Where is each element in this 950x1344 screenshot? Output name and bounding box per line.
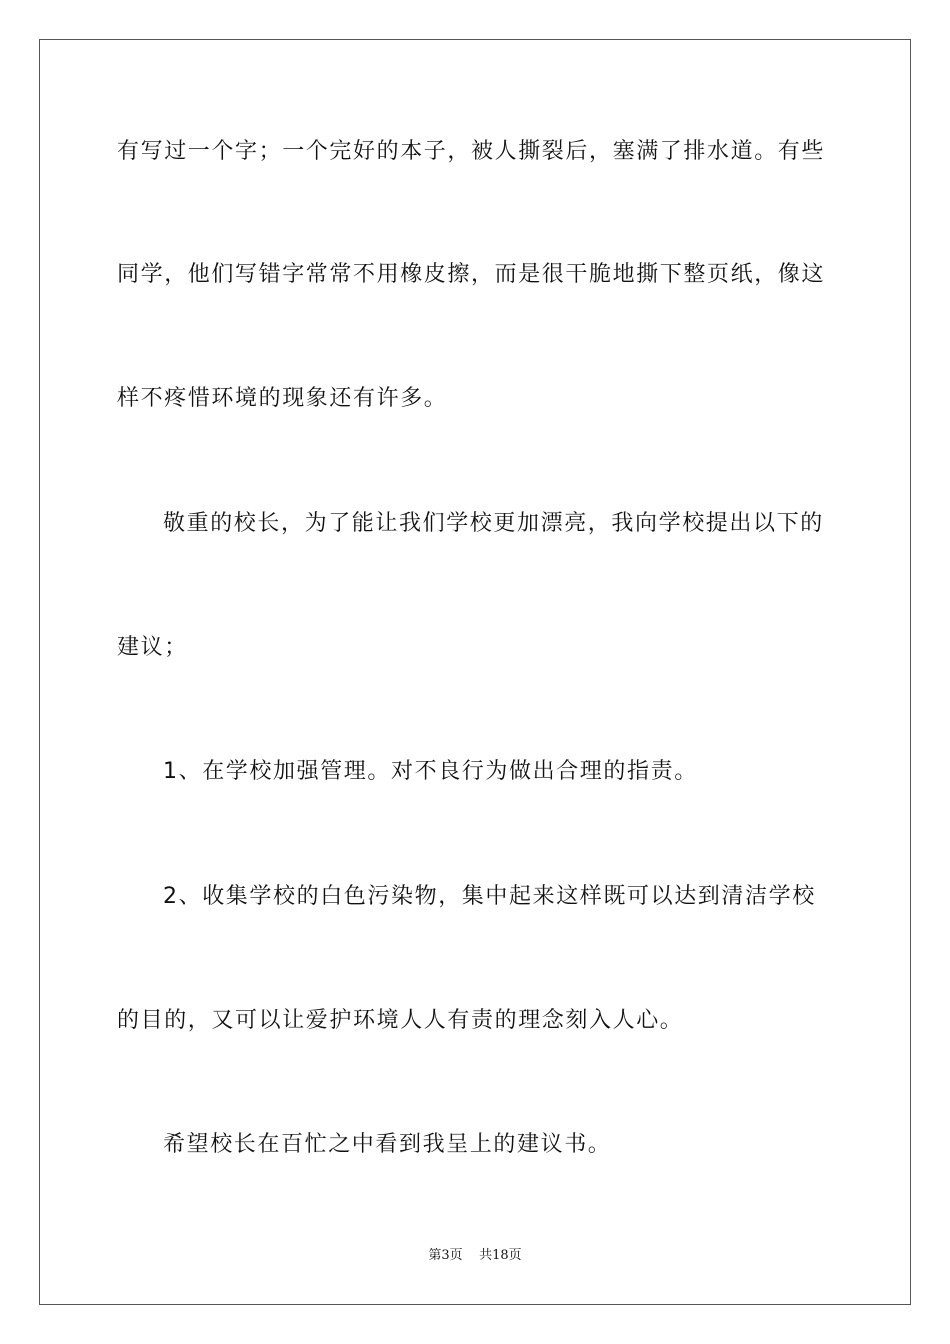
body-text-line: 的目的，又可以让爱护环境人人有责的理念刻入人心。 bbox=[117, 1008, 684, 1033]
list-item-2: 2、收集学校的白色污染物，集中起来这样既可以达到清洁学校 bbox=[163, 884, 816, 909]
body-text-line: 样不疼惜环境的现象还有许多。 bbox=[117, 386, 448, 411]
body-text-line: 建议； bbox=[117, 635, 188, 660]
page-footer bbox=[0, 1247, 950, 1265]
page-border bbox=[39, 39, 911, 1305]
list-item-1: 1、在学校加强管理。对不良行为做出合理的指责。 bbox=[163, 759, 698, 784]
paragraph-start-line: 敬重的校长，为了能让我们学校更加漂亮，我向学校提出以下的 bbox=[163, 511, 824, 536]
closing-line: 希望校长在百忙之中看到我呈上的建议书。 bbox=[163, 1132, 612, 1157]
body-text-line: 同学，他们写错字常常不用橡皮擦，而是很干脆地撕下整页纸，像这 bbox=[117, 262, 826, 287]
page-total: 共18页 bbox=[479, 1248, 522, 1263]
body-text-line: 有写过一个字；一个完好的本子，被人撕裂后，塞满了排水道。有些 bbox=[117, 139, 826, 164]
page-number: 第3页 bbox=[428, 1248, 463, 1263]
